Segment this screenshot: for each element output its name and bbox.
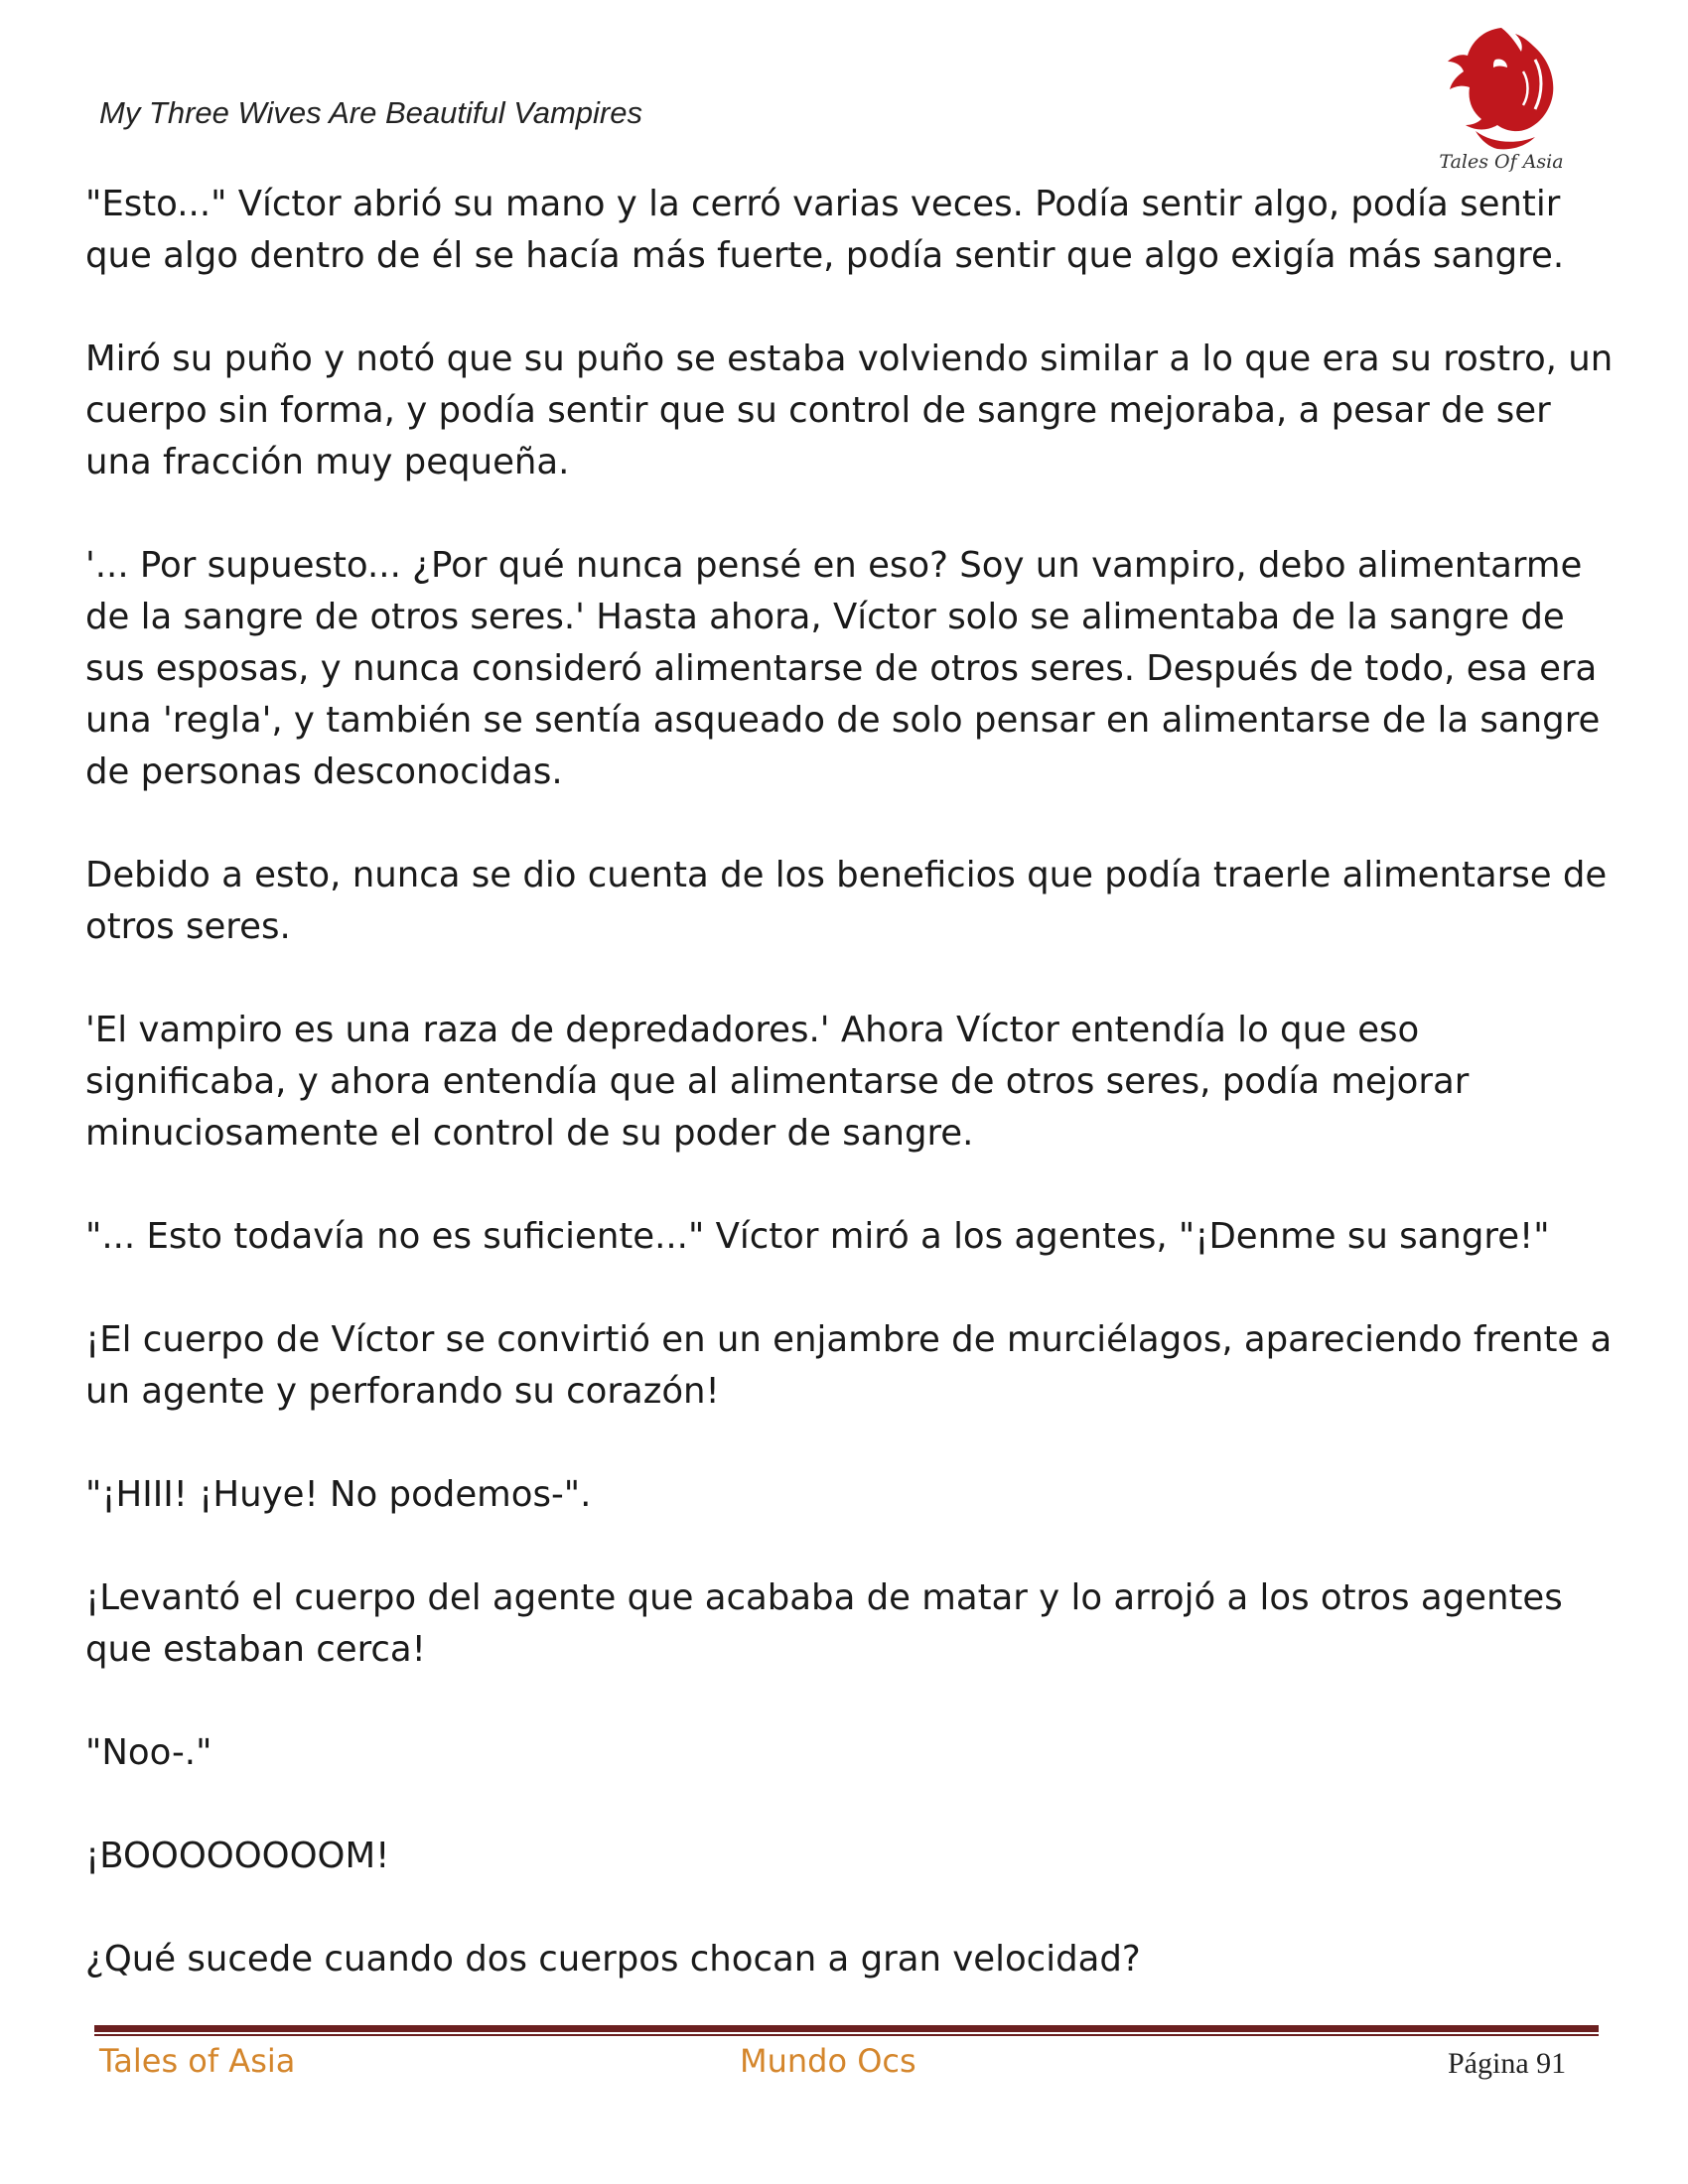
paragraph: "Noo-." (85, 1732, 212, 1773)
tales-of-asia-logo (1432, 20, 1571, 179)
red-dragon-icon (1432, 20, 1571, 159)
footer-divider (94, 2025, 1599, 2037)
paragraph: Miró su puño y notó que su puño se estaba volviendo similar a lo que era su rostro, un cuerpo sin forma, y podía sentir que su control de sangre mejoraba, a pesar de ser una fracción muy pequeña. (85, 339, 1614, 482)
paragraph: "Esto..." Víctor abrió su mano y la cerró varias veces. Podía sentir algo, podía sentir que algo dentro de él se hacía más fuerte, podía sentir que algo exigía más sangre. (85, 184, 1565, 276)
footer-site-name: Tales of Asia (99, 2042, 296, 2080)
logo-text: Tales Of Asia (1439, 151, 1564, 173)
chapter-body (85, 179, 1615, 2037)
footer-group-name: Mundo Ocs (740, 2042, 916, 2080)
paragraph: ¿Qué sucede cuando dos cuerpos chocan a gran velocidad? (85, 1939, 1141, 1979)
paragraph: ¡El cuerpo de Víctor se convirtió en un enjambre de murciélagos, apareciendo frente a un agente y perforando su corazón! (85, 1319, 1613, 1412)
footer-divider-thick (94, 2025, 1599, 2032)
paragraph: "... Esto todavía no es suficiente..." Víctor miró a los agentes, "¡Denme su sangre!" (85, 1216, 1550, 1257)
paragraph: ¡BOOOOOOOOM! (85, 1836, 390, 1876)
footer-divider-thin (94, 2034, 1599, 2036)
paragraph: Debido a esto, nunca se dio cuenta de los beneficios que podía traerle alimentarse de otros seres. (85, 855, 1608, 947)
paragraph: 'El vampiro es una raza de depredadores.' Ahora Víctor entendía lo que eso significaba, y ahora entendía que al alimentarse de otros seres, podía mejorar minuciosamente el control de su poder de sangre. (85, 1010, 1470, 1154)
running-header-title: My Three Wives Are Beautiful Vampires (99, 95, 642, 130)
paragraph: "¡HIII! ¡Huye! No podemos-". (85, 1474, 592, 1515)
paragraph: '... Por supuesto... ¿Por qué nunca pensé en eso? Soy un vampiro, debo alimentarme de la sangre de otros seres.' Hasta ahora, Víctor solo se alimentaba de la sangre de sus esposas, y nunca consideró alimentarse de otros seres. Después de todo, esa era una 'regla', y también se sentía asqueado de solo pensar en alimentarse de la sangre de personas desconocidas. (85, 545, 1601, 792)
page-number: Página 91 (1448, 2047, 1567, 2080)
paragraph: ¡Levantó el cuerpo del agente que acababa de matar y lo arrojó a los otros agentes que estaban cerca! (85, 1577, 1563, 1670)
